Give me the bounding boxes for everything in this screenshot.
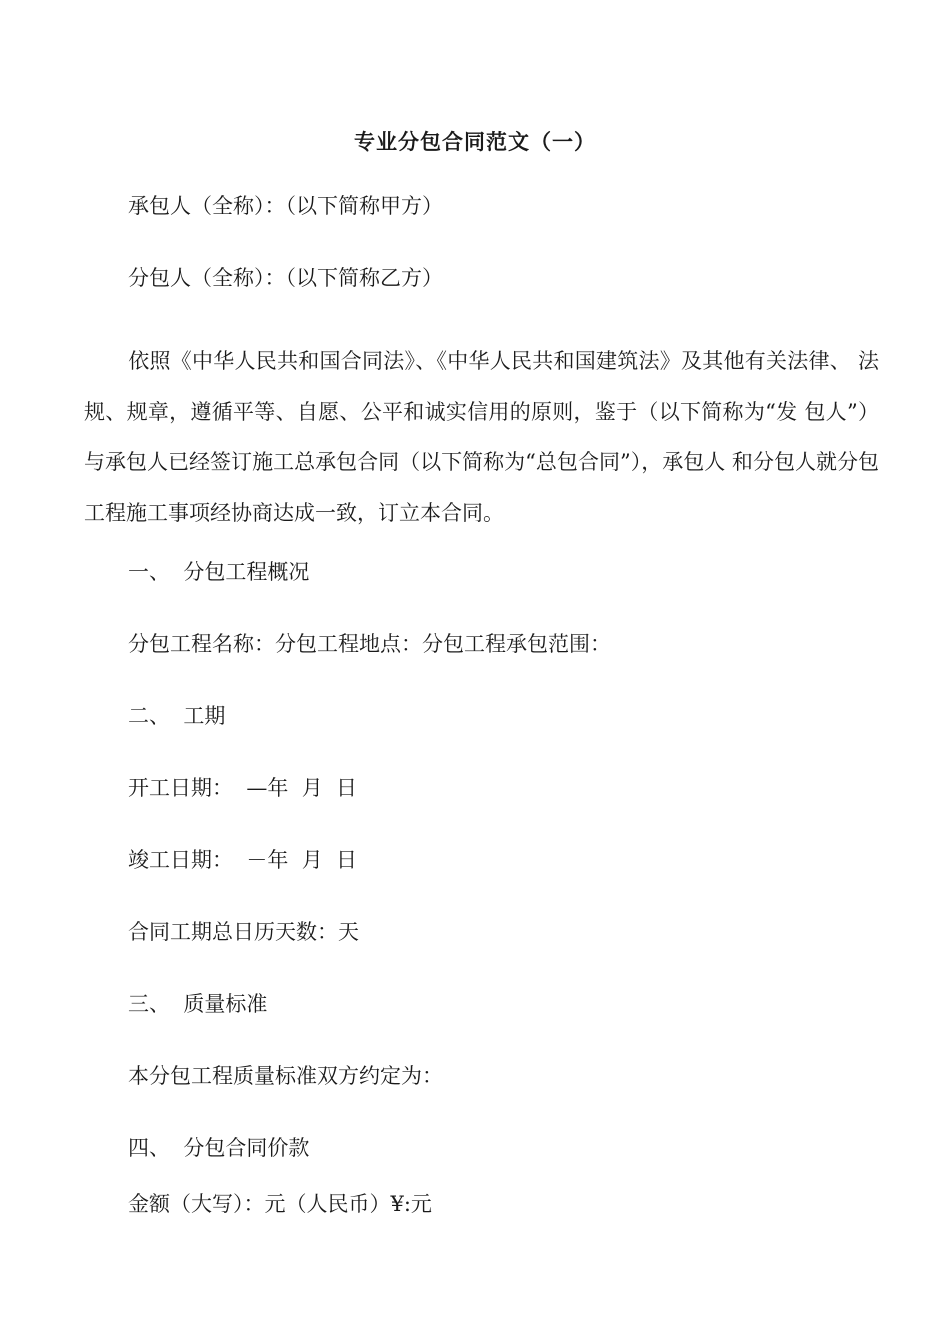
- document-title: 专业分包合同范文（一）: [354, 129, 596, 154]
- preamble-paragraph: [84, 336, 879, 538]
- section3-heading: 三、 质量标准: [128, 992, 268, 1016]
- quality-standard-line: 本分包工程质量标准双方约定为：: [128, 1064, 443, 1088]
- preamble-text: 依照《中华人民共和国合同法》、《中华人民共和国建筑法》及其他有关法律、 法规、规章，遵循平等、自愿、公平和诚实信用的原则，鉴于（以下简称为“发 包人”）与承包人已经签订施工总承包合同（以下简称为“总包合同”），承包人 和分包人就分包工程施工事项经协商达成一致，订立本合同。: [84, 349, 879, 525]
- end-date-line: 竣工日期： －年 月 日: [128, 848, 358, 872]
- amount-line: 金额（大写）：元（人民币）¥:元: [128, 1192, 432, 1216]
- contractor-line: 承包人（全称）：（以下简称甲方）: [128, 194, 443, 218]
- total-days-line: 合同工期总日历天数：天: [128, 920, 359, 944]
- section1-project-info: 分包工程名称：分包工程地点：分包工程承包范围：: [128, 632, 611, 656]
- section2-heading: 二、 工期: [128, 704, 226, 728]
- subcontractor-line: 分包人（全称）：（以下简称乙方）: [128, 266, 443, 290]
- section4-heading: 四、 分包合同价款: [128, 1136, 310, 1160]
- section1-heading: 一、 分包工程概况: [128, 560, 310, 584]
- start-date-line: 开工日期： —年 月 日: [128, 776, 358, 800]
